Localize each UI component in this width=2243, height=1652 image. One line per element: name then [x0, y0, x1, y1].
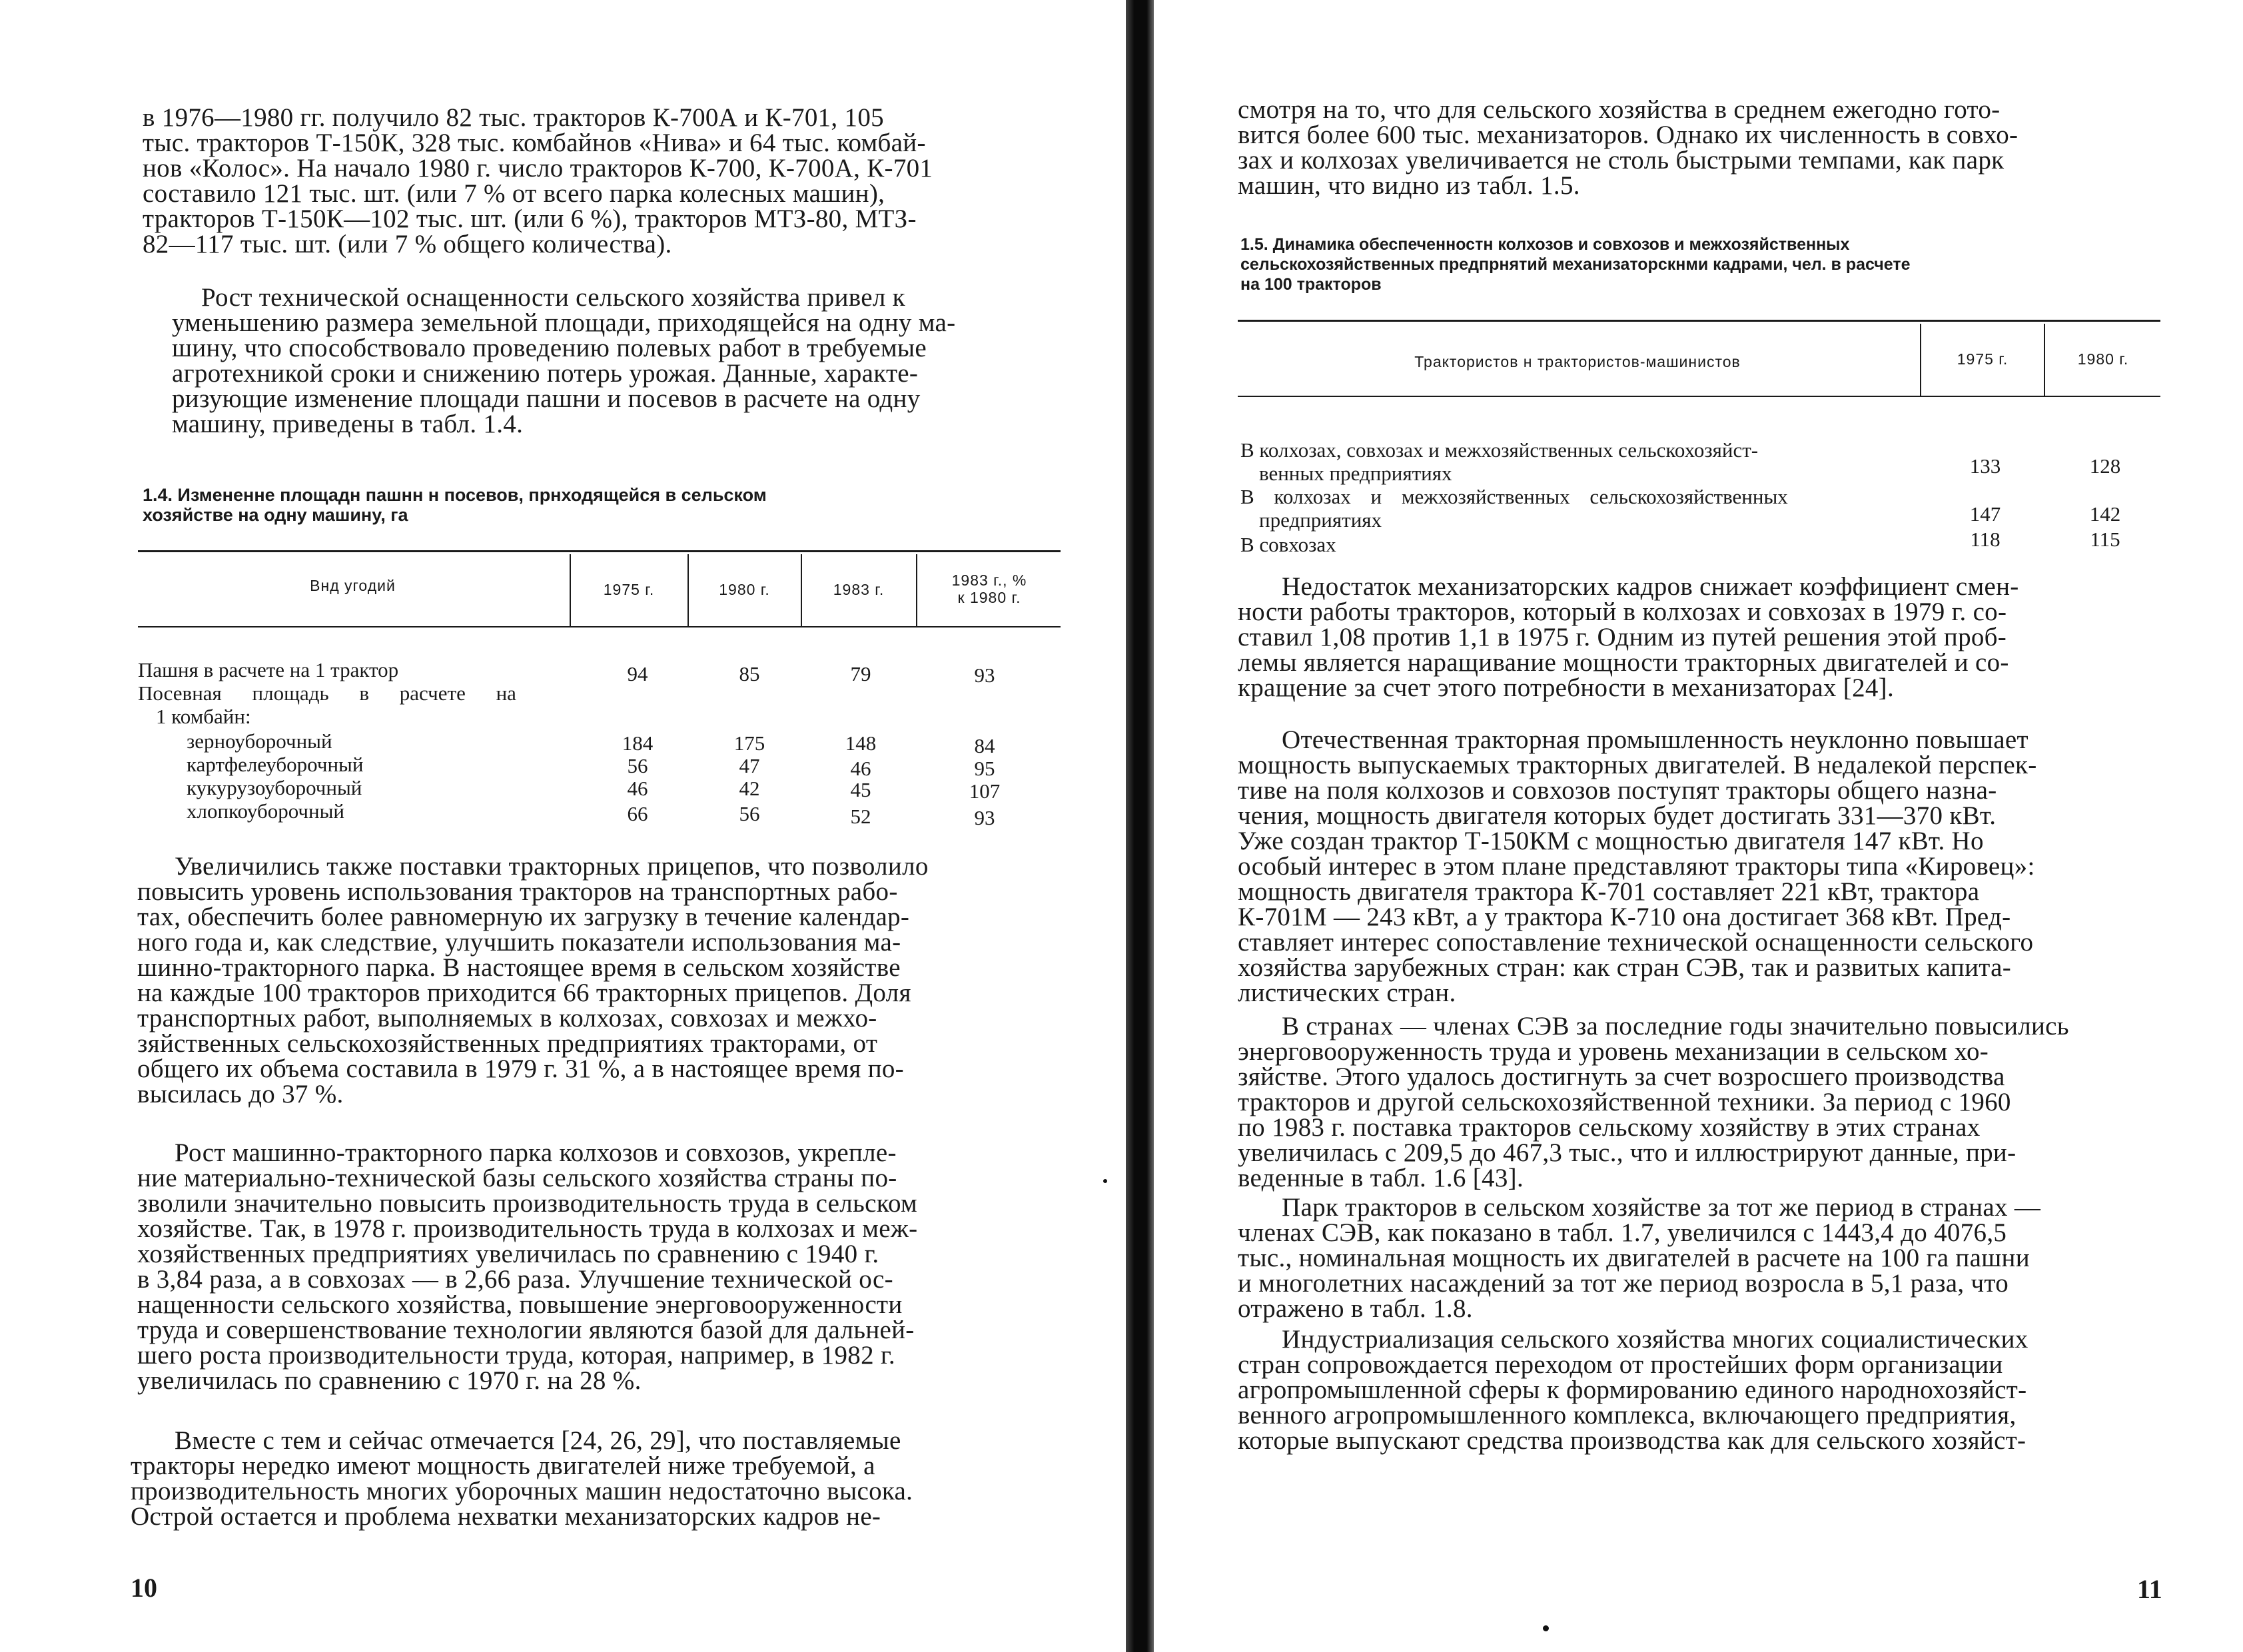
table-cell: 56: [627, 754, 648, 777]
text-line: вится более 600 тыс. механизаторов. Однако их численность в совхо-: [1238, 121, 2019, 149]
header-line: 1983 г., %: [951, 572, 1027, 589]
text-line: мощность двигателя трактора К-701 составляет 221 кВт, трактора: [1238, 877, 1980, 906]
table-cell: 46: [850, 757, 871, 780]
table-top-rule: [138, 550, 1061, 552]
text-line: по 1983 г. поставка тракторов сельскому хозяйству в этих странах: [1238, 1113, 1981, 1142]
table-cell: 147: [1969, 502, 2001, 526]
text-line: ного года и, как следствие, улучшить показатели использования ма-: [137, 928, 901, 957]
text-line: в 1976—1980 гг. получило 82 тыс. тракторов К-700А и К-701, 105: [143, 103, 884, 132]
text-line: тракторов Т-150К—102 тыс. шт. (или 6 %), тракторов МТЗ-80, МТЗ-: [143, 205, 917, 233]
right-paragraph-2: [1238, 574, 2160, 701]
book-spine: [1126, 0, 1154, 1652]
text-line: Уже создан трактор Т-150КМ с мощностью двигателя 147 кВт. Но: [1238, 827, 1984, 855]
text-line: на каждые 100 тракторов приходится 66 тракторных прицепов. Доля: [137, 979, 911, 1007]
text-line: тыс. тракторов Т-150К, 328 тыс. комбайнов «Нива» и 64 тыс. комбай-: [143, 129, 926, 157]
text-line: которые выпускают средства производства как для сельского хозяйст-: [1238, 1426, 2026, 1455]
text-line: веденные в табл. 1.6 [43].: [1238, 1164, 1524, 1192]
table-header-rule: [138, 626, 1061, 627]
text-line: шего роста производительности труда, которая, например, в 1982 г.: [137, 1341, 895, 1370]
text-line: тыс., номинальная мощность их двигателей в расчете на 100 га пашни: [1238, 1244, 2030, 1272]
right-paragraph-5: [1238, 1195, 2160, 1322]
caption-line: сельскохозяйственных предпрнятий механизаторскнми кадрами, чел. в расчете: [1240, 255, 1911, 274]
text-line: Увеличились также поставки тракторных прицепов, что позволило: [175, 852, 929, 881]
text-line: производительность многих уборочных машин недостаточно высока.: [131, 1477, 913, 1505]
text-line: Рост машинно-тракторного парка колхозов и совхозов, укрепле-: [175, 1138, 897, 1167]
column-header-1975: 1975 г.: [603, 581, 655, 598]
table-cell: 175: [733, 731, 765, 755]
text-line: машину, приведены в табл. 1.4.: [172, 410, 524, 438]
table-cell: 84: [974, 734, 995, 757]
table-column-divider: [687, 554, 689, 626]
caption-line: хозяйстве на одну машину, га: [143, 505, 408, 525]
table-cell: 115: [2090, 528, 2120, 551]
text-line: зволили значительно повысить производительность труда в сельском: [137, 1189, 918, 1218]
text-line: К-701М — 243 кВт, а у трактора К-710 она достигает 368 кВт. Пред-: [1238, 903, 2011, 931]
text-line: 82—117 тыс. шт. (или 7 % общего количества).: [143, 230, 672, 258]
text-line: мощность выпускаемых тракторных двигателей. В недалекой перспек-: [1238, 751, 2037, 779]
text-line: тракторов и другой сельскохозяйственной техники. За период с 1960: [1238, 1088, 2011, 1116]
text-line: общего их объема составила в 1979 г. 31 %, а в настоящее время по-: [137, 1054, 904, 1083]
table-cell: 107: [969, 779, 1001, 803]
column-header-1975: 1975 г.: [1957, 350, 2009, 368]
table-column-divider: [1920, 324, 1921, 397]
right-paragraph-4: [1238, 1014, 2160, 1191]
text-line: увеличилась по сравнению с 1970 г. на 28 %.: [137, 1366, 642, 1395]
table-cell: 93: [974, 806, 995, 829]
text-line: зяйственных сельскохозяйственных предприятиях тракторами, от: [137, 1029, 878, 1058]
left-paragraph-4: [137, 1140, 1060, 1394]
text-line: В странах — членах СЭВ за последние годы значительно повысились: [1282, 1012, 2069, 1040]
table-row-label: венных предприятиях: [1259, 462, 1452, 485]
text-line: Острой остается и проблема нехватки механизаторских кадров не-: [131, 1502, 881, 1531]
text-line: агропромышленной сферы к формированию единого народнохозяйст-: [1238, 1376, 2027, 1404]
text-line: нащенности сельского хозяйства, повышение энерговооруженности: [137, 1290, 903, 1319]
table-cell: 56: [739, 802, 760, 825]
table-row-label: В колхозах, совхозах и межхозяйственных сельскохозяйст-: [1240, 438, 1759, 462]
table-cell: 94: [627, 662, 648, 685]
table-row-label: картфелеуборочный: [187, 753, 364, 776]
table-row-label: Посевная площадь в расчете на: [138, 681, 516, 705]
table-column-divider: [2044, 324, 2045, 397]
caption-line: 1.5. Динамика обеспеченностн колхозов и совхозов и межхозяйственных: [1240, 235, 1850, 254]
table-top-rule: [1238, 320, 2160, 322]
table-cell: 45: [850, 778, 871, 801]
header-line: к 1980 г.: [957, 589, 1021, 606]
text-line: особый интерес в этом плане представляют тракторы типа «Кировец»:: [1238, 852, 2035, 881]
table-row-label: В совхозах: [1240, 533, 1336, 556]
text-line: шинно-тракторного парка. В настоящее время в сельском хозяйстве: [137, 953, 901, 982]
table-column-divider: [916, 554, 917, 626]
text-line: листических стран.: [1238, 979, 1456, 1007]
table-cell: 42: [739, 777, 760, 800]
text-line: зах и колхозах увеличивается не столь быстрыми темпами, как парк: [1238, 146, 2005, 175]
text-line: тах, обеспечить более равномерную их загрузку в течение календар-: [137, 903, 910, 931]
table-cell: 128: [2089, 454, 2121, 478]
caption-line: на 100 тракторов: [1240, 275, 1382, 294]
text-line: смотря на то, что для сельского хозяйства в среднем ежегодно гото-: [1238, 95, 2001, 124]
right-paragraph-3: [1238, 727, 2160, 1006]
table-cell: 184: [622, 731, 654, 755]
table-1-5-caption: [1240, 234, 1911, 294]
caption-line: 1.4. Измененне площадн пашнн н посевов, прнходящейся в сельском: [143, 485, 767, 505]
text-line: транспортных работ, выполняемых в колхозах, совхозах и межхо-: [137, 1004, 877, 1032]
table-row-label: Пашня в расчете на 1 трактор: [138, 658, 399, 681]
text-line: ние материально-технической базы сельского хозяйства страны по-: [137, 1164, 897, 1192]
table-cell: 148: [845, 731, 877, 755]
right-page: [1152, 0, 2243, 1652]
page-number: 10: [131, 1573, 157, 1603]
text-line: Вместе с тем и сейчас отмечается [24, 26, 29], что поставляемые: [175, 1426, 901, 1455]
table-cell: 142: [2089, 502, 2121, 526]
text-line: тиве на поля колхозов и совхозов поступят тракторы общего назна-: [1238, 776, 1997, 805]
text-line: составило 121 тыс. шт. (или 7 % от всего парка колесных машин),: [143, 179, 885, 208]
table-column-divider: [801, 554, 802, 626]
text-line: членах СЭВ, как показано в табл. 1.7, увеличился с 1443,4 до 4076,5: [1238, 1218, 2007, 1247]
text-line: стран сопровождается переходом от простейших форм организации: [1238, 1350, 2003, 1379]
table-cell: 47: [739, 754, 760, 777]
table-row-label: предприятиях: [1259, 508, 1382, 532]
text-line: Парк тракторов в сельском хозяйстве за тот же период в странах —: [1282, 1193, 2041, 1222]
text-line: хозяйственных предприятиях увеличилась по сравнению с 1940 г.: [137, 1240, 879, 1268]
text-line: нов «Колос». На начало 1980 г. число тракторов К-700, К-700А, К-701: [143, 154, 933, 183]
text-line: энерговооруженность труда и уровень механизации в сельском хо-: [1238, 1037, 1989, 1066]
column-header-1980: 1980 г.: [2077, 350, 2129, 368]
text-line: машин, что видно из табл. 1.5.: [1238, 171, 1580, 200]
text-line: высилась до 37 %.: [137, 1080, 344, 1108]
text-line: шину, что способствовало проведению полевых работ в требуемые: [172, 334, 927, 362]
table-cell: 52: [850, 805, 871, 828]
column-header-workers: Трактористов н трактористов-машинистов: [1414, 353, 1741, 370]
text-line: ризующие изменение площади пашни и посевов в расчете на одну: [172, 384, 921, 413]
table-header-rule: [1238, 396, 2160, 397]
text-line: повысить уровень использования тракторов на транспортных рабо-: [137, 877, 898, 906]
table-row-label: зерноуборочный: [187, 729, 332, 753]
text-line: Отечественная тракторная промышленность неуклонно повышает: [1282, 725, 2028, 754]
text-line: и многолетних насаждений за тот же период возросла в 5,1 раза, что: [1238, 1269, 2009, 1298]
text-line: чения, мощность двигателя которых будет достигать 331—370 кВт.: [1238, 801, 1997, 830]
table-row-label: кукурузоуборочный: [187, 776, 362, 799]
table-cell: 133: [1969, 454, 2001, 478]
table-cell: 66: [627, 802, 648, 825]
left-paragraph-5: [131, 1428, 1060, 1529]
text-line: труда и совершенствование технологии являются базой для дальней-: [137, 1316, 915, 1344]
table-cell: 79: [850, 662, 871, 685]
column-header-type: Внд угодий: [310, 577, 396, 594]
text-line: ности работы тракторов, который в колхозах и совхозах в 1979 г. со-: [1238, 598, 2007, 626]
table-1-4-caption: [143, 485, 767, 525]
text-line: лемы является наращивание мощности тракторных двигателей и со-: [1238, 648, 2009, 677]
text-line: хозяйства зарубежных стран: как стран СЭВ, так и развитых капита-: [1238, 953, 2011, 982]
left-paragraph-1: [143, 105, 1062, 257]
column-header-1983: 1983 г.: [833, 581, 885, 598]
text-line: в 3,84 раза, а в совхозах — в 2,66 раза. Улучшение технической ос-: [137, 1265, 893, 1294]
table-column-divider: [570, 554, 571, 626]
text-line: ставил 1,08 против 1,1 в 1975 г. Одним из путей решения этой проб-: [1238, 623, 2007, 651]
text-line: Недостаток механизаторских кадров снижает коэффициент смен-: [1282, 572, 2019, 601]
text-line: хозяйстве. Так, в 1978 г. производительность труда в колхозах и меж-: [137, 1214, 918, 1243]
text-line: зяйстве. Этого удалось достигнуть за счет возросшего производства: [1238, 1062, 2005, 1091]
right-paragraph-6: [1238, 1327, 2160, 1453]
column-header-1980: 1980 г.: [719, 581, 770, 598]
page-number: 11: [2137, 1574, 2162, 1604]
left-paragraph-3: [137, 854, 1060, 1107]
table-cell: 118: [1970, 528, 2001, 551]
text-line: увеличилась с 209,5 до 467,3 тыс., что и иллюстрируют данные, при-: [1238, 1138, 2017, 1167]
table-cell: 85: [739, 662, 760, 685]
table-row-label: В колхозах и межхозяйственных сельскохозяйственных: [1240, 485, 1788, 508]
text-line: тракторы нередко имеют мощность двигателей ниже требуемой, а: [131, 1451, 875, 1480]
text-line: отражено в табл. 1.8.: [1238, 1294, 1473, 1323]
table-cell: 95: [974, 757, 995, 780]
table-row-label: 1 комбайн:: [156, 705, 251, 728]
table-row-label: хлопкоуборочный: [187, 799, 345, 823]
text-line: венного агропромышленного комплекса, включающего предприятия,: [1238, 1401, 2017, 1430]
text-line: кращение за счет этого потребности в механизаторах [24].: [1238, 673, 1895, 702]
table-cell: 46: [627, 777, 648, 800]
table-cell: 93: [974, 663, 995, 687]
column-header-percent: [918, 572, 1061, 606]
text-line: ставляет интерес сопоставление технической оснащенности сельского: [1238, 928, 2034, 957]
left-paragraph-2: [143, 285, 1062, 437]
text-line: уменьшению размера земельной площади, приходящейся на одну ма-: [172, 308, 956, 337]
right-paragraph-1: [1238, 97, 2160, 199]
text-line: Рост технической оснащенности сельского хозяйства привел к: [201, 283, 905, 312]
text-line: агротехникой сроки и снижению потерь урожая. Данные, характе-: [172, 359, 919, 388]
text-line: Индустриализация сельского хозяйства многих социалистических: [1282, 1325, 2028, 1354]
